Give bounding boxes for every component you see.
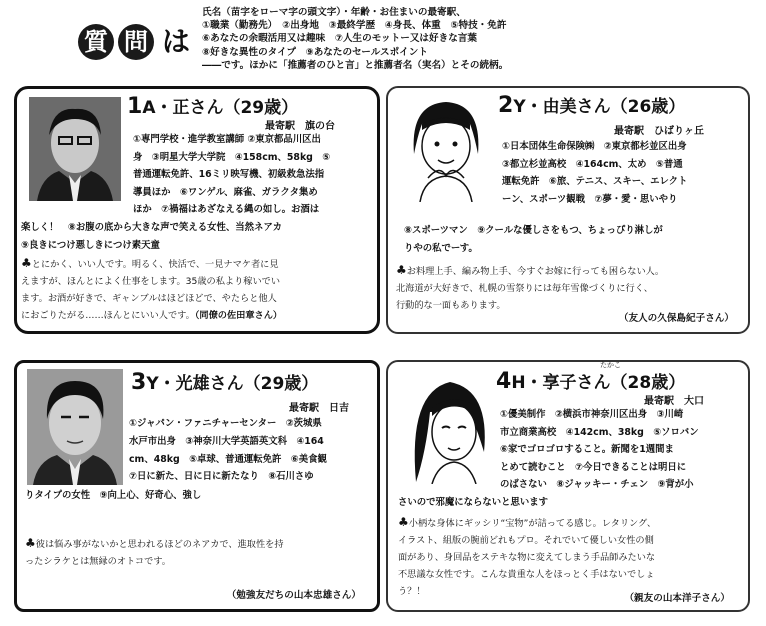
question-line: ①職業（勤務先） ②出身地 ③最終学歴 ④身長、体重 ⑤特技・免許 [202,20,507,32]
detail-line: のばさない ⑧ジャッキー・チェン ⑨背が小 [500,479,694,491]
detail-line: りやの私でーす。 [404,242,478,254]
profile-name-text: Y・由美さん（26歳） [513,97,686,117]
recommender-name: （勉強友だちの山本忠雄さん） [226,590,361,601]
profile-details-wide [25,487,201,505]
detail-line: ①ジャパン・ファニチャーセンター ②茨城県 [129,418,322,429]
profile-number: 2 [498,93,514,118]
detail-line: とめて読むこと ⑦今日できることは明日に [500,461,687,473]
woman-illustration-icon [402,372,496,484]
detail-line: 身 ③明星大学大学院 ④158cm、58kg ⑤ [133,151,331,163]
club-icon: ♣ [396,263,407,277]
profile-photo [402,372,496,484]
profile-details-wide [21,219,282,254]
profile-card-3 [14,360,380,612]
questions-title [78,24,196,64]
club-icon: ♣ [398,515,409,529]
comment-line: イラスト、組版の腕前どれもプロ。それでいて優しい女性の側 [398,535,654,546]
profile-details [133,131,330,219]
profile-number: 3 [131,370,147,395]
name-furigana: たかこ [600,361,621,369]
comment-line: う？！ [398,586,426,597]
detail-line: cm、48kg ⑤卓球、普通運転免許 ⑥美食観 [129,453,327,465]
nearest-station: 最寄駅 旗の台 [265,121,335,132]
recommender-name: （友人の久保島紀子さん） [618,313,734,324]
profile-photo [27,369,123,485]
detail-line: 運転免許 ⑥旅、テニス、スキー、エレクト [502,176,688,188]
profile-name-text: H・享子さん（28歳） [511,373,686,393]
title-char-2: 問 [118,24,154,60]
profile-details-wide [404,222,663,257]
man-portrait-icon [27,369,123,485]
comment-line: 彼は悩み事がないかと思われるほどのネアカで、進取性を持 [35,539,284,550]
comment-line: とにかく、いい人です。明るく、快活で、一見ナマケ者に見 [31,259,279,270]
comment-line: 北海道が大好きで、札幌の雪祭りには毎年雪像づくりに行く、 [396,283,653,294]
detail-line: ③都立杉並高校 ④164cm、太め ⑤普通 [502,158,683,170]
profile-card-2 [386,86,750,334]
question-line: ――です。ほかに「推薦者のひと言」と推薦者名（実名）とその続柄。 [202,59,509,71]
detail-line: ①専門学校・進学教室講師 ②東京都品川区出 [133,134,321,145]
profile-name [131,369,318,395]
profile-name [496,361,686,394]
man-portrait-icon [29,97,121,201]
comment-line: 面があり、身回品をステキな物に変えてしまう手品師みたいな [398,552,656,563]
question-list [202,6,632,72]
recommender-name: （同僚の佐田章さん） [194,310,283,321]
comment-line: ったシラケとは無縁のオトコです。 [25,556,171,567]
profile-photo [400,94,492,202]
profile-number: 4 [496,369,512,394]
recommender-comment [396,262,664,314]
comment-line: におごりたがる……ほんとにいい人です。 [21,310,195,321]
detail-line: ⑥家でゴロゴロすること。新聞を1週間ま [500,444,674,456]
detail-line: ①優美制作 ②横浜市神奈川区出身 ③川崎 [500,409,684,420]
title-char-3: は [161,25,190,58]
profile-card-1 [14,86,380,334]
profile-name-text: A・正さん（29歳） [142,98,299,118]
profile-details [500,406,699,494]
comment-line: 行動的な一面もあります。 [396,300,506,311]
detail-line: 普通運転免許、16ミリ映写機、初級救急法指 [133,169,325,181]
question-line: ⑥あなたの余暇活用又は趣味 ⑦人生のモットー又は好きな言葉 [202,33,477,45]
profile-details [502,138,687,208]
recommender-comment [25,535,284,570]
comment-line: 小柄な身体にギッシリ“宝物”が詰ってる感じ。レタリング、 [408,518,657,529]
profile-card-4 [386,360,750,612]
profile-photo [29,97,121,201]
recommender-name: （親友の山本洋子さん） [624,593,730,604]
profile-name-text: Y・光雄さん（29歳） [146,374,319,394]
detail-line: 導員ほか ⑥ワンゲル、麻雀、ガラクタ集め [133,186,318,198]
profile-name [127,93,298,119]
club-icon: ♣ [21,256,32,270]
nearest-station: 最寄駅 日吉 [289,403,349,414]
club-icon: ♣ [25,536,36,550]
recommender-comment [398,514,656,600]
detail-line: 市立商業高校 ④142cm、38kg ⑤ソロバン [500,426,699,438]
profile-name [498,92,685,118]
detail-line: 楽しく！ ⑧お腹の底から大きな声で笑える女性、当然ネアカ [21,222,282,233]
detail-line: ⑦日に新た、日に日に新たなり ⑧石川さゆ [129,471,314,483]
detail-line: りタイプの女性 ⑨向上心、好奇心、強し [25,490,202,501]
detail-line: さいので邪魔にならないと思います [398,497,549,508]
profile-number: 1 [127,94,143,119]
comment-line: ます。お酒が好きで、ギャンブルはほどほどで、やたらと他人 [21,293,277,304]
question-line: ⑧好きな異性のタイプ ⑨あなたのセールスポイント [202,46,428,58]
detail-line: ⑨良きにつけ悪しきにつけ素天童 [21,239,160,251]
comment-line: お料理上手、編み物上手、今すぐお嫁に行っても困らない人。 [406,266,665,277]
profile-details [129,415,322,433]
comment-line: 不思議な女性です。こんな貴重な人をほっとく手はないでしょ [398,569,655,580]
detail-line: ほか ⑦禍福はあざなえる縄の如し。お酒は [133,204,320,216]
detail-line: ⑧スポーツマン ⑨クールな優しさをもつ、ちょっぴり淋しが [404,225,663,236]
profile-details-wide [398,494,548,512]
woman-illustration-icon [400,94,492,202]
recommender-comment [21,255,282,324]
title-char-1: 質 [78,24,114,60]
detail-line: ①日本団体生命保険㈱ ②東京都杉並区出身 [502,141,687,152]
detail-line: ーン、スポーツ観戦 ⑦夢・愛・思いやり [502,193,678,205]
detail-line: 水戸市出身 ③神奈川大学英語英文科 ④164 [129,436,324,447]
question-line: 氏名（苗字をローマ字の頭文字）・年齢・お住まいの最寄駅、 [202,7,466,18]
comment-line: えますが、ほんとによく仕事をします。35歳の私より稼いでい [21,276,281,287]
nearest-station: 最寄駅 ひばりヶ丘 [614,126,704,137]
nearest-station: 最寄駅 大口 [644,396,704,407]
profile-details [129,433,327,486]
